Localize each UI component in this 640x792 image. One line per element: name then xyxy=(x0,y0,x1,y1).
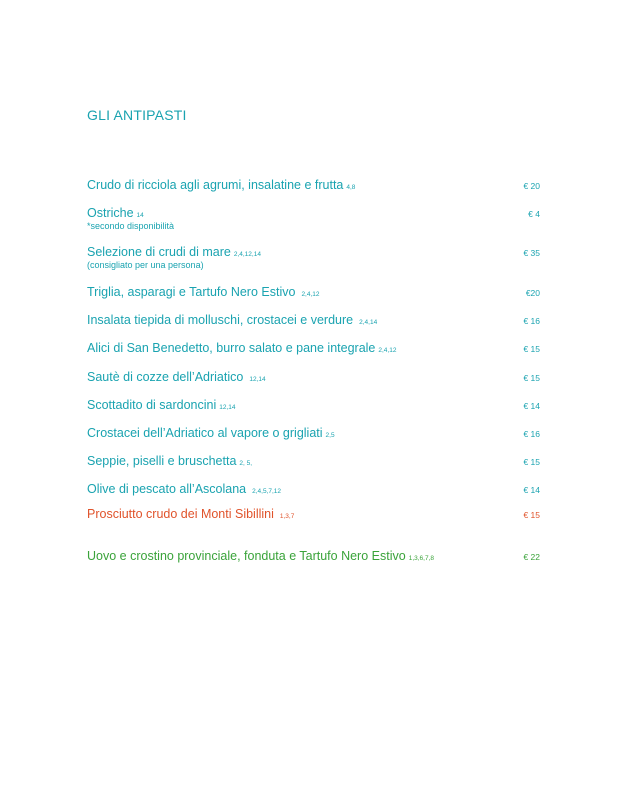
item-allergens: 2,4,5,7,12 xyxy=(252,488,282,495)
item-price: € 14 xyxy=(523,401,540,411)
item-name: Uovo e crostino provinciale, fonduta e Tartufo Nero Estivo xyxy=(87,549,406,563)
menu-item-insalata-tiepida xyxy=(87,313,540,327)
menu-item-crostacei xyxy=(87,426,540,440)
item-allergens: 12,14 xyxy=(219,404,236,411)
item-name: Sautè di cozze dell’Adriatico xyxy=(87,370,244,384)
item-price: € 16 xyxy=(523,316,540,326)
item-price: € 4 xyxy=(528,209,540,219)
item-allergens: 2, 5, xyxy=(239,460,253,467)
item-price: € 35 xyxy=(523,248,540,258)
item-price: € 16 xyxy=(523,429,540,439)
item-allergens: 2,5 xyxy=(325,432,335,439)
item-name: Olive di pescato all’Ascolana xyxy=(87,482,247,496)
item-allergens: 2,4,12 xyxy=(301,291,320,298)
item-price: € 15 xyxy=(523,373,540,383)
menu-item-crudo-ricciola xyxy=(87,178,540,192)
item-name: Prosciutto crudo dei Monti Sibillini xyxy=(87,507,274,521)
item-allergens: 14 xyxy=(136,212,144,219)
item-name: Alici di San Benedetto, burro salato e pane integrale xyxy=(87,341,376,355)
menu-item-saute-cozze xyxy=(87,370,540,384)
item-allergens: 4,8 xyxy=(346,184,356,191)
menu-item-seppie xyxy=(87,454,540,468)
menu-item-scottadito xyxy=(87,398,540,412)
item-allergens: 2,4,12,14 xyxy=(233,251,261,258)
menu-item-selezione-crudi xyxy=(87,245,540,270)
item-price: € 20 xyxy=(523,181,540,191)
item-note: *secondo disponibilità xyxy=(87,221,175,231)
item-allergens: 1,3,6,7,8 xyxy=(408,555,435,562)
section-title: GLI ANTIPASTI xyxy=(87,107,187,123)
item-name: Triglia, asparagi e Tartufo Nero Estivo xyxy=(87,285,296,299)
item-price: €20 xyxy=(525,288,540,298)
item-price: € 15 xyxy=(523,510,540,520)
item-allergens: 12,14 xyxy=(249,376,266,383)
menu-item-triglia xyxy=(87,285,540,299)
item-name: Seppie, piselli e bruschetta xyxy=(87,454,237,468)
item-allergens: 2,4,12 xyxy=(378,347,397,354)
item-name: Insalata tiepida di molluschi, crostacei e verdure xyxy=(87,313,354,327)
item-price: € 15 xyxy=(523,457,540,467)
item-price: € 15 xyxy=(523,344,540,354)
menu-item-olive-ascolana xyxy=(87,482,540,496)
item-allergens: 1,3,7 xyxy=(279,513,295,520)
menu-item-uovo-crostino xyxy=(87,549,540,563)
item-name: Selezione di crudi di mare xyxy=(87,245,231,259)
item-price: € 22 xyxy=(523,552,540,562)
item-name: Crudo di ricciola agli agrumi, insalatine e frutta xyxy=(87,178,344,192)
item-price: € 14 xyxy=(523,485,540,495)
menu-item-ostriche xyxy=(87,206,540,231)
menu-item-prosciutto xyxy=(87,507,540,521)
menu-item-alici xyxy=(87,341,540,355)
item-name: Scottadito di sardoncini xyxy=(87,398,217,412)
item-note: (consigliato per una persona) xyxy=(87,260,204,270)
item-name: Ostriche xyxy=(87,206,134,220)
item-name: Crostacei dell’Adriatico al vapore o grigliati xyxy=(87,426,323,440)
item-allergens: 2,4,14 xyxy=(359,319,378,326)
